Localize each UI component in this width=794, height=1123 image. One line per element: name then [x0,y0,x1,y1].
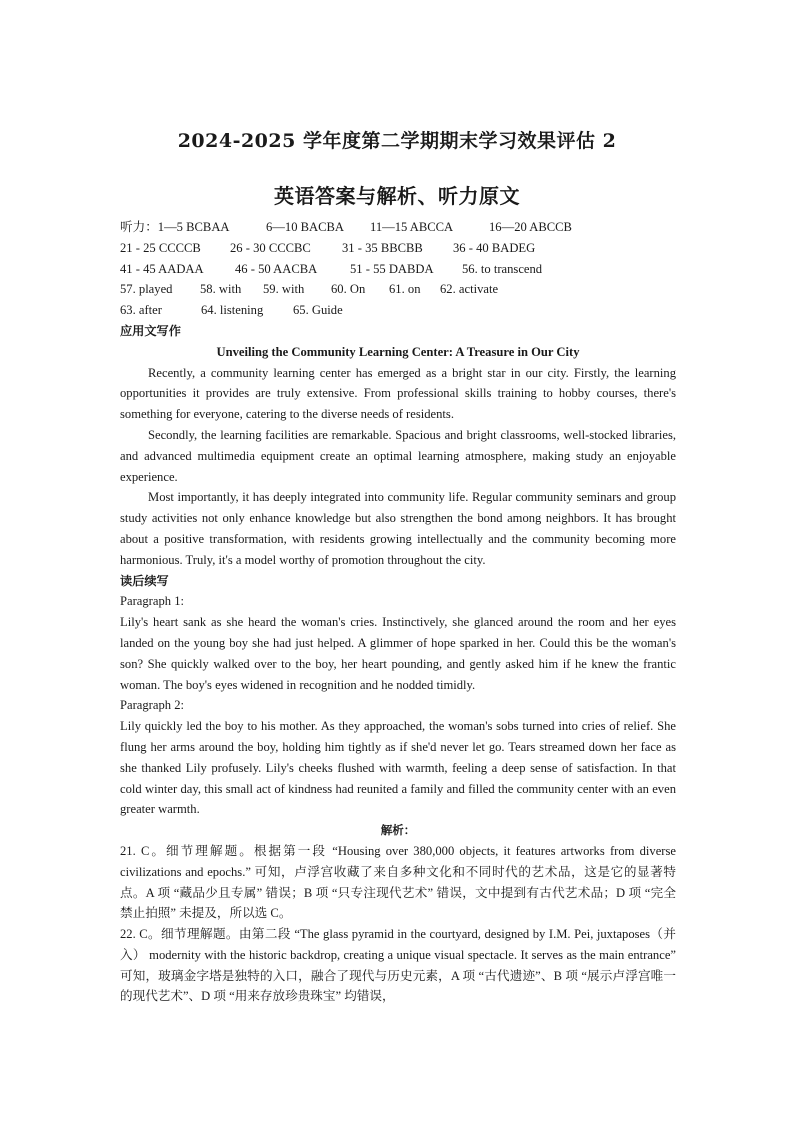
analysis-heading: 解析： [380,823,416,838]
answer-item: 58. with [200,282,242,297]
answer-item: 21 - 25 CCCCB [120,240,201,255]
answer-row [120,217,676,238]
answer-item: 56. to transcend [462,261,543,276]
answer-row [120,238,676,259]
answer-item: 31 - 35 BBCBB [342,240,423,255]
document-subtitle: 英语答案与解析、听力原文 [274,184,520,208]
essay-paragraph: Most importantly, it has deeply integrated into community life. Regular community seminars and group study activities not only enhance knowledge but also strengthen the bond among neighbors. It has brought about a positive transformation, with residents growing intellectually and the community becoming more harmonious. Truly, it's a model worthy of promotion throughout the city. [120,490,676,567]
answer-item: 11—15 ABCCA [370,220,454,234]
answer-row [120,300,676,321]
story-paragraph: Lily quickly led the boy to his mother. As they approached, the woman's sobs turned into cries of relief. She flung her arms around the boy, holding him tightly as if she'd never let go. Tears streamed down her face as she thanked Lily profusely. Lily's cheeks flushed with warmth, feeling a deep sense of satisfaction. In that cold winter day, this small act of kindness had reunited a family and filled the community center with an even greater warmth. [120,719,676,817]
answer-item: 65. Guide [293,303,343,318]
answer-item: 26 - 30 CCCBC [230,240,311,255]
analysis-item: 22. C。细节理解题。由第二段 “The glass pyramid in the courtyard, designed by I.M. Pei, juxtaposes（并入） modernity with the historic backdrop, creating a unique visual spectacle. It serves as the main entrance” 可知，玻璃金字塔是独特的入口，融合了现代与历史元素，A 项 “古代遗迹”、B 项 “展示卢浮宫唯一的现代艺术”、D 项 “用来存放珍贵珠宝” 均错误， [120,927,676,1004]
answer-item: 6—10 BACBA [266,220,345,234]
answer-item: 64. listening [201,303,264,318]
answer-item: 59. with [263,282,305,297]
analysis-item: 21. C。细节理解题。根据第一段 “Housing over 380,000 objects, it features artworks from diverse civilizations and epochs.” 可知，卢浮宫收藏了来自多种文化和不同时代的艺术品，这是它的显著特点。A 项 “藏品少且专属” 错误；B 项 “只专注现代艺术” 错误，文中提到有古代艺术品；D 项 “完全禁止拍照” 未提及，所以选 C。 [120,843,676,921]
essay-title: Unveiling the Community Learning Center: A Treasure in Our City [216,344,580,359]
section-heading: 应用文写作 [120,323,181,338]
answer-item: 听力：1—5 BCBAA [120,220,230,234]
answer-item: 36 - 40 BADEG [453,240,536,255]
story-paragraph: Lily's heart sank as she heard the woman's cries. Instinctively, she glanced around the room and her eyes landed on the young boy she had just helped. A glimmer of hope sparked in her. Could this be the woman's son? She quickly walked over to the boy, her heart pounding, and gently asked him if he knew the frantic woman. The boy's eyes widened in recognition and he nodded timidly. [120,615,676,692]
answer-item: 57. played [120,282,173,297]
answer-row [120,279,676,300]
answer-item: 63. after [120,303,162,318]
answer-item: 62. activate [440,282,499,297]
answer-item: 16—20 ABCCB [489,220,572,234]
answer-row [120,259,676,280]
paragraph-label: Paragraph 2: [120,698,184,713]
document-title: 2024-2025 学年度第二学期期末学习效果评估 2 [177,130,617,152]
essay-paragraph: Secondly, the learning facilities are remarkable. Spacious and bright classrooms, well-stocked libraries, and advanced multimedia equipment create an optimal learning atmosphere, making study an enjoyable experience. [120,427,676,484]
answer-item: 41 - 45 AADAA [120,261,204,276]
document-body [120,217,676,1007]
answer-item: 61. on [389,282,421,297]
section-heading: 读后续写 [120,573,169,588]
answer-item: 51 - 55 DABDA [350,261,434,276]
essay-paragraph: Recently, a community learning center has emerged as a bright star in our city. Firstly, the learning opportunities it provides are truly extensive. From professional skills training to hobby courses, there's something for everyone, catering to the diverse needs of residents. [120,365,676,422]
answer-item: 46 - 50 AACBA [235,261,318,276]
paragraph-label: Paragraph 1: [120,594,184,609]
answer-item: 60. On [331,282,366,297]
